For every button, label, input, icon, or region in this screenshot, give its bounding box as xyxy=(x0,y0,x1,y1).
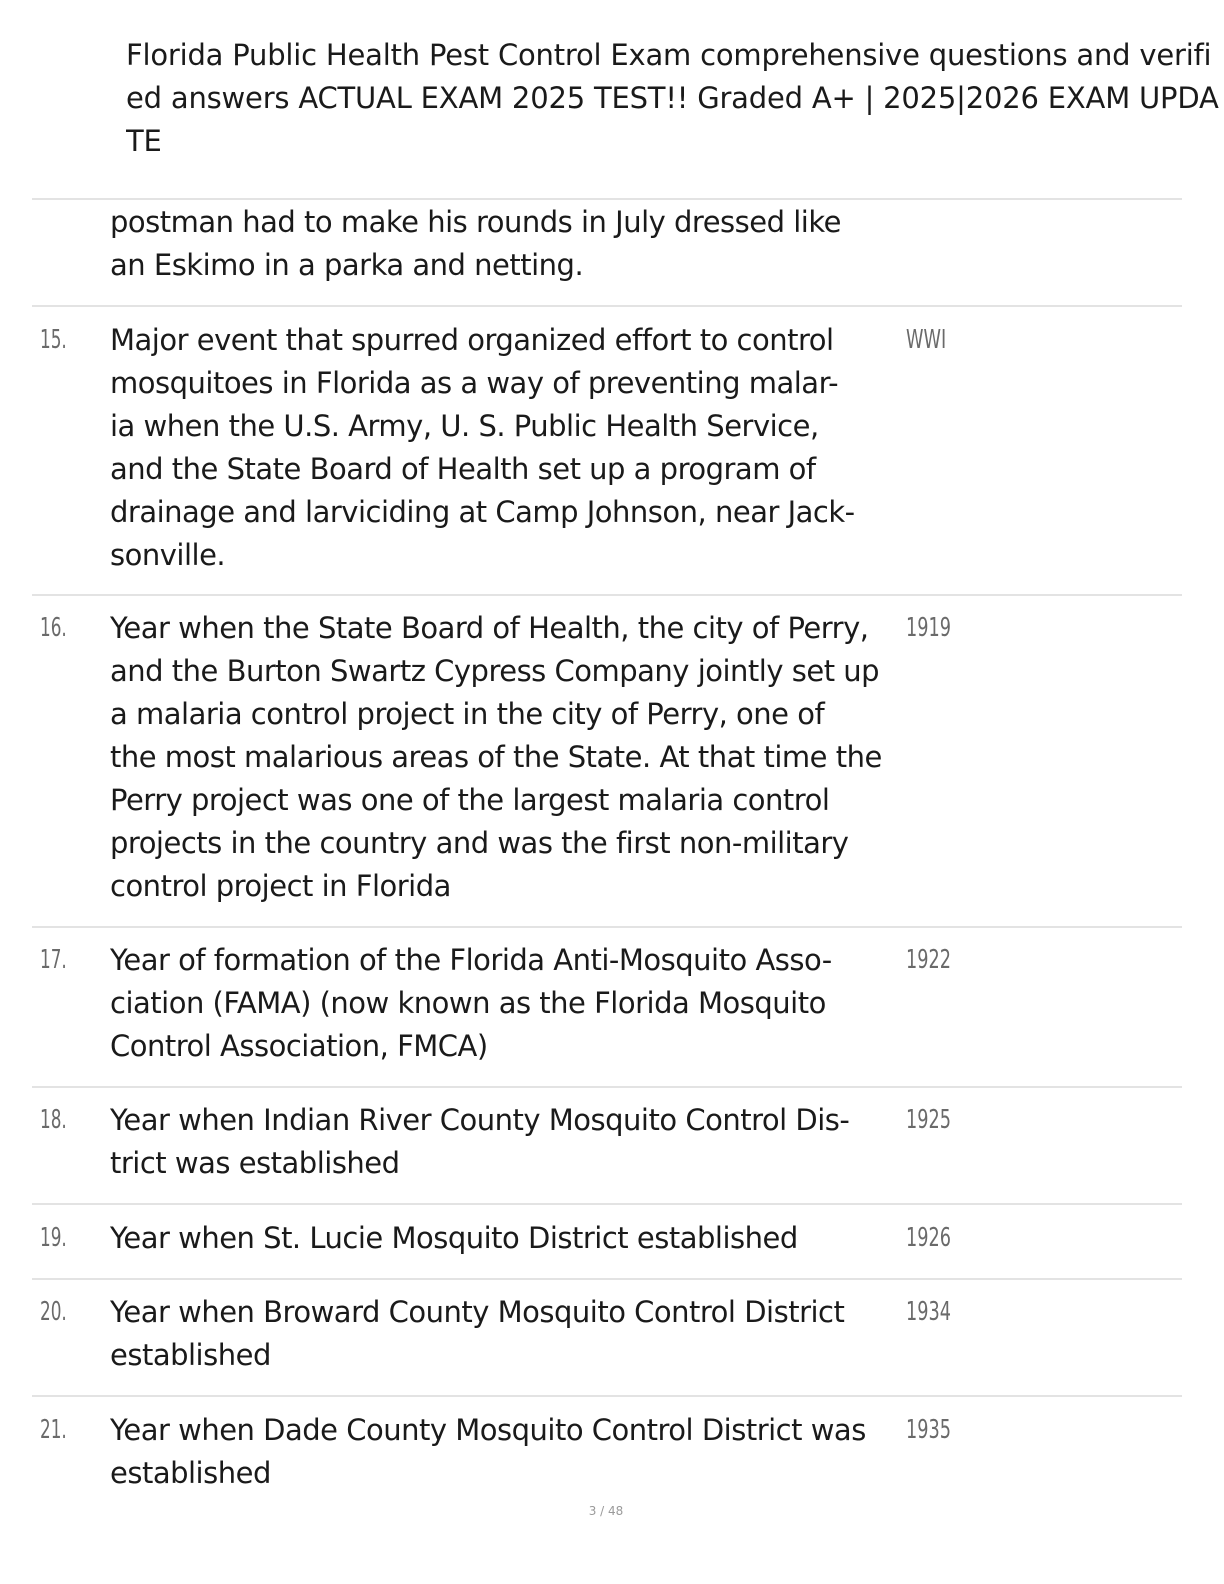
answer-text: 1935 xyxy=(906,1415,951,1445)
question-text: Major event that spurred organized effort to control mosquitoes in Florida as a way of preventing malar- ia when the U.S. Army, U. S. Public Health Service, and the State Board of Health set up a program of drainage and larviciding at Camp Johnson, near Jack- sonville. xyxy=(110,323,855,572)
divider xyxy=(32,198,1182,200)
divider xyxy=(32,594,1182,596)
divider xyxy=(32,1278,1182,1280)
divider xyxy=(32,1203,1182,1205)
divider xyxy=(32,1086,1182,1088)
question-number: 20. xyxy=(40,1297,67,1327)
divider xyxy=(32,926,1182,928)
answer-text: 1919 xyxy=(906,613,951,643)
question-number: 21. xyxy=(40,1415,67,1445)
continuation-text: postman had to make his rounds in July dressed like an Eskimo in a parka and netting. xyxy=(110,205,841,282)
question-text: Year when Broward County Mosquito Control District established xyxy=(110,1295,845,1372)
question-number: 15. xyxy=(40,325,67,355)
divider xyxy=(32,1395,1182,1397)
question-text: Year when St. Lucie Mosquito District established xyxy=(110,1221,798,1255)
document-title: Florida Public Health Pest Control Exam comprehensive questions and verified answers ACTUAL EXAM 2025 TEST!! Graded A+ | 2025|2026 EXAM UPDATE xyxy=(126,38,1219,158)
answer-text: 1922 xyxy=(906,945,951,975)
answer-text: 1926 xyxy=(906,1223,951,1253)
answer-text: 1925 xyxy=(906,1105,951,1135)
divider xyxy=(32,305,1182,307)
question-number: 19. xyxy=(40,1223,67,1253)
answer-text: WWI xyxy=(906,325,947,355)
question-text: Year when the State Board of Health, the city of Perry, and the Burton Swartz Cypress Company jointly set up a malaria control project in the city of Perry, one of the most malarious areas of the State. At that time the Perry project was one of the largest malaria control projects in the country and was the first non-military control project in Florida xyxy=(110,611,882,903)
question-number: 16. xyxy=(40,613,67,643)
page-number: 3 / 48 xyxy=(588,1504,624,1518)
question-text: Year of formation of the Florida Anti-Mosquito Asso- ciation (FAMA) (now known as the Florida Mosquito Control Association, FMCA) xyxy=(110,943,832,1063)
answer-text: 1934 xyxy=(906,1297,951,1327)
question-text: Year when Dade County Mosquito Control District was established xyxy=(110,1413,866,1490)
question-number: 18. xyxy=(40,1105,67,1135)
question-text: Year when Indian River County Mosquito Control Dis- trict was established xyxy=(110,1103,850,1180)
question-number: 17. xyxy=(40,945,67,975)
